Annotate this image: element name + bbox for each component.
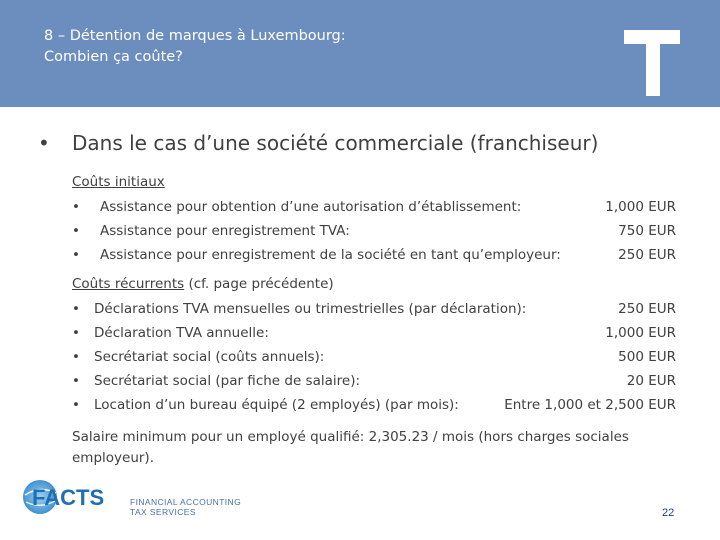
cost-label: Assistance pour obtention d’une autorisation d’établissement: [100, 199, 522, 215]
initial-costs-section [72, 174, 676, 270]
cost-label: Assistance pour enregistrement TVA: [100, 223, 350, 239]
logo-tagline [130, 497, 241, 517]
cost-amount: 1,000 EUR [605, 199, 676, 215]
recurring-cost-row [72, 322, 676, 344]
bullet-dot: • [72, 223, 80, 239]
recurring-cost-row [72, 346, 676, 368]
recurring-cost-row [72, 298, 676, 320]
initial-costs-title: Coûts initiaux [72, 174, 165, 190]
bullet-dot: • [38, 131, 50, 155]
slide-header [0, 0, 720, 107]
cost-label: Déclaration TVA annuelle: [94, 325, 269, 341]
recurring-costs-title: Coûts récurrents [72, 276, 185, 292]
recurring-cost-row [72, 370, 676, 392]
cost-label: Assistance pour enregistrement de la société en tant qu’employeur: [100, 247, 561, 263]
logo-tagline-line2: TAX SERVICES [130, 507, 196, 517]
bullet-dot: • [72, 397, 80, 413]
logo-tagline-line1: FINANCIAL ACCOUNTING [130, 497, 242, 507]
recurring-cost-row [72, 394, 676, 416]
initial-cost-row [72, 196, 676, 218]
cost-label: Secrétariat social (coûts annuels): [94, 349, 325, 365]
initial-cost-row [72, 244, 676, 266]
recurring-costs-heading [72, 276, 334, 292]
cost-label: Secrétariat social (par fiche de salaire): [94, 373, 361, 389]
cost-label: Location d’un bureau équipé (2 employés) (par mois): [94, 397, 459, 413]
slide-title-line1: 8 – Détention de marques à Luxembourg: [44, 28, 346, 44]
recurring-costs-title-suffix: (cf. page précédente) [184, 276, 334, 292]
cost-amount: 750 EUR [618, 223, 676, 239]
cost-amount: 20 EUR [626, 373, 676, 389]
cost-amount: 250 EUR [618, 247, 676, 263]
recurring-costs-section [72, 276, 676, 416]
up-arrow-icon [622, 26, 692, 98]
cost-amount: 500 EUR [618, 349, 676, 365]
cost-amount: 1,000 EUR [605, 325, 676, 341]
minimum-salary-note: Salaire minimum pour un employé qualifié: 2,305.23 / mois (hors charges sociales employeur). [72, 429, 629, 466]
logo-brand-text: FACTS [32, 485, 105, 510]
cost-label: Déclarations TVA mensuelles ou trimestrielles (par déclaration): [94, 301, 527, 317]
bullet-dot: • [72, 199, 80, 215]
bullet-dot: • [72, 325, 80, 341]
slide-title-line2: Combien ça coûte? [44, 49, 183, 65]
bullet-dot: • [72, 301, 80, 317]
bullet-dot: • [72, 349, 80, 365]
page-number: 22 [662, 507, 675, 519]
main-bullet-text: Dans le cas d’une société commerciale (franchiseur) [72, 131, 599, 155]
cost-amount: 250 EUR [618, 301, 676, 317]
bullet-dot: • [72, 247, 80, 263]
facts-logo [22, 477, 128, 517]
initial-cost-row [72, 220, 676, 242]
cost-amount: Entre 1,000 et 2,500 EUR [504, 397, 676, 413]
slide-title [44, 26, 346, 68]
bullet-dot: • [72, 373, 80, 389]
